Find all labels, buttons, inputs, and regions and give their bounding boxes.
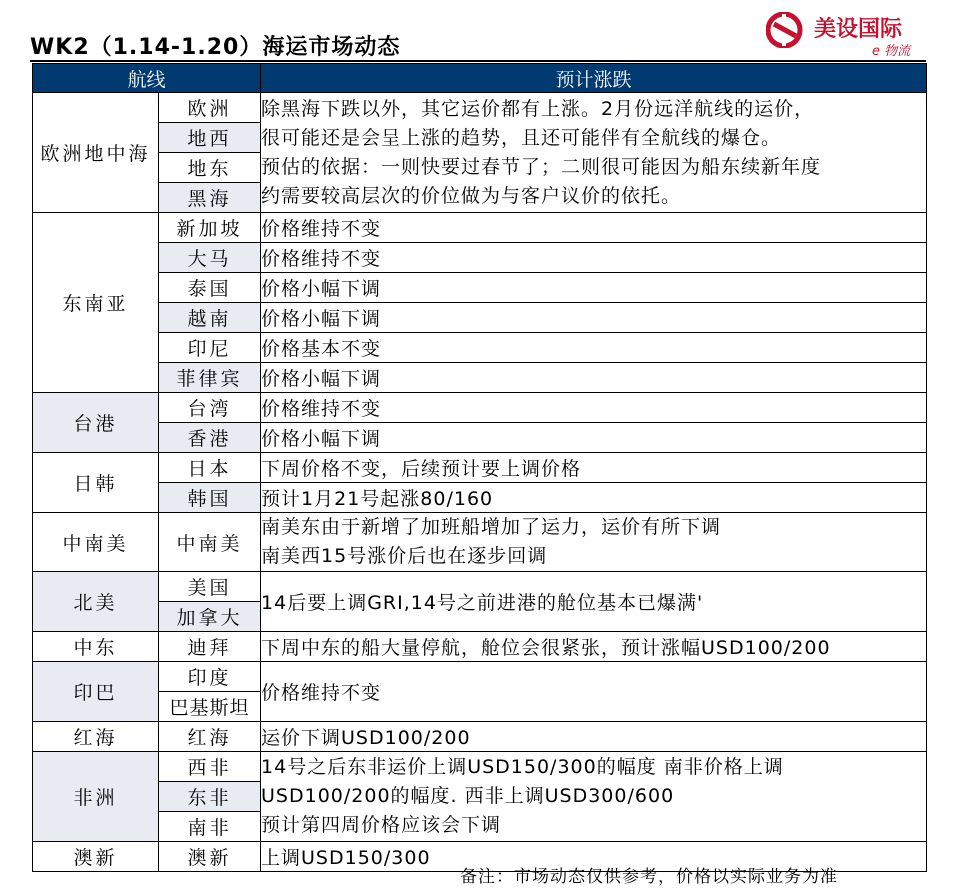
port-cell: 中南美 [159, 513, 261, 572]
table-row [33, 662, 927, 692]
region-cell: 中东 [33, 632, 159, 662]
table-row [33, 363, 927, 393]
port-cell: 地东 [159, 153, 261, 183]
port-cell: 新加坡 [159, 213, 261, 243]
logo-sub: e 物流 [872, 44, 911, 59]
port-cell: 菲律宾 [159, 363, 261, 393]
table-row [33, 752, 927, 782]
region-cell: 北美 [33, 572, 159, 632]
forecast-line: USD100/200的幅度. 西非上调USD300/600 [261, 785, 675, 807]
forecast-cell: 下周价格不变，后续预计要上调价格 [261, 453, 927, 483]
forecast-line: 预计第四周价格应该会下调 [261, 814, 502, 836]
port-cell: 欧洲 [159, 93, 261, 123]
forecast-cell-eu [261, 93, 927, 213]
forecast-cell: 价格维持不变 [261, 243, 927, 273]
region-cell: 台港 [33, 393, 159, 453]
forecast-line: 很可能还是会呈上涨的趋势，且还可能伴有全航线的爆仓。 [261, 126, 782, 149]
port-cell: 加拿大 [159, 602, 261, 632]
port-cell: 澳新 [159, 842, 261, 872]
forecast-cell: 预计1月21号起涨80/160 [261, 483, 927, 513]
port-cell: 东非 [159, 782, 261, 812]
forecast-cell: 价格小幅下调 [261, 273, 927, 303]
brand-logo [766, 10, 946, 58]
port-cell: 香港 [159, 423, 261, 453]
forecast-line: 约需要较高层次的价位做为与客户议价的依托。 [261, 184, 682, 207]
port-cell: 大马 [159, 243, 261, 273]
table-row [33, 333, 927, 363]
port-cell: 巴基斯坦 [159, 692, 261, 722]
region-cell: 日韩 [33, 453, 159, 513]
forecast-cell: 价格维持不变 [261, 393, 927, 423]
region-cell: 中南美 [33, 513, 159, 572]
logo-mark-icon [766, 12, 810, 48]
table-row [33, 722, 927, 752]
forecast-line: 预估的依据：一则快要过春节了；二则很可能因为船东续新年度 [261, 155, 822, 178]
header-route: 航线 [33, 64, 261, 93]
footnote: 备注：市场动态仅供参考，价格以实际业务为准 [460, 867, 838, 887]
port-cell: 台湾 [159, 393, 261, 423]
table-row [33, 483, 927, 513]
forecast-cell: 运价下调USD100/200 [261, 722, 927, 752]
forecast-line: 南美东由于新增了加班船增加了运力，运价有所下调 [261, 516, 722, 538]
region-cell: 欧洲地中海 [33, 93, 159, 213]
header-forecast: 预计涨跌 [261, 64, 927, 93]
table-row [33, 303, 927, 333]
table-row [33, 572, 927, 602]
port-cell: 地西 [159, 123, 261, 153]
shipping-table [32, 63, 927, 872]
table-row [33, 632, 927, 662]
port-cell: 美国 [159, 572, 261, 602]
table-row [33, 453, 927, 483]
port-cell: 印尼 [159, 333, 261, 363]
forecast-cell: 价格小幅下调 [261, 423, 927, 453]
port-cell: 韩国 [159, 483, 261, 513]
forecast-cell: 上调USD150/300 [261, 842, 927, 872]
forecast-cell: 14后要上调GRI,14号之前进港的舱位基本已爆满' [261, 572, 927, 632]
forecast-cell: 价格维持不变 [261, 662, 927, 722]
table-row [33, 213, 927, 243]
forecast-cell: 价格基本不变 [261, 333, 927, 363]
forecast-cell-sa [261, 513, 927, 572]
table-row [33, 243, 927, 273]
region-cell: 东南亚 [33, 213, 159, 393]
table-row [33, 423, 927, 453]
logo-name: 美设国际 [814, 17, 903, 42]
region-cell: 印巴 [33, 662, 159, 722]
forecast-line: 14号之后东非运价上调USD150/300的幅度 南非价格上调 [261, 756, 784, 778]
title-underline [30, 60, 926, 62]
forecast-cell-af [261, 752, 927, 842]
port-cell: 日本 [159, 453, 261, 483]
forecast-line: 除黑海下跌以外，其它运价都有上涨。2月份远洋航线的运价， [261, 97, 815, 120]
port-cell: 迪拜 [159, 632, 261, 662]
page-title: WK2（1.14-1.20）海运市场动态 [30, 35, 401, 60]
table-row [33, 273, 927, 303]
port-cell: 越南 [159, 303, 261, 333]
region-cell: 澳新 [33, 842, 159, 872]
table-row [33, 393, 927, 423]
region-cell: 红海 [33, 722, 159, 752]
port-cell: 南非 [159, 812, 261, 842]
table-row [33, 513, 927, 572]
port-cell: 红海 [159, 722, 261, 752]
port-cell: 印度 [159, 662, 261, 692]
port-cell: 泰国 [159, 273, 261, 303]
port-cell: 西非 [159, 752, 261, 782]
region-cell: 非洲 [33, 752, 159, 842]
forecast-cell: 价格维持不变 [261, 213, 927, 243]
forecast-line: 南美西15号涨价后也在逐步回调 [261, 545, 548, 567]
table-row [33, 93, 927, 123]
forecast-cell: 下周中东的船大量停航，舱位会很紧张，预计涨幅USD100/200 [261, 632, 927, 662]
table-header [33, 64, 927, 93]
port-cell: 黑海 [159, 183, 261, 213]
forecast-cell: 价格小幅下调 [261, 363, 927, 393]
forecast-cell: 价格小幅下调 [261, 303, 927, 333]
